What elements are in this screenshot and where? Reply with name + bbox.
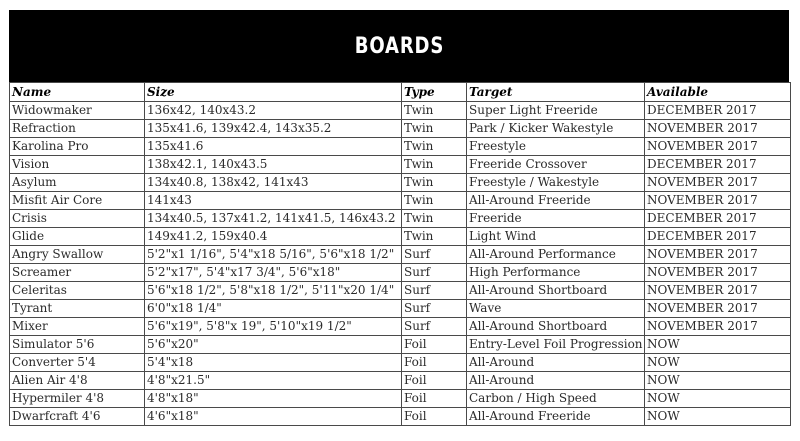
cell-target: Freeride Crossover — [467, 156, 645, 174]
column-header-target: Target — [467, 83, 645, 102]
cell-name: Hypermiler 4'8 — [10, 390, 145, 408]
cell-size: 4'8"x18" — [145, 390, 402, 408]
cell-available: NOVEMBER 2017 — [645, 300, 791, 318]
cell-size: 135x41.6, 139x42.4, 143x35.2 — [145, 120, 402, 138]
column-header-type: Type — [402, 83, 467, 102]
cell-name: Alien Air 4'8 — [10, 372, 145, 390]
cell-target: All-Around Freeride — [467, 408, 645, 426]
cell-name: Angry Swallow — [10, 246, 145, 264]
cell-type: Surf — [402, 246, 467, 264]
cell-available: DECEMBER 2017 — [645, 228, 791, 246]
cell-available: NOVEMBER 2017 — [645, 318, 791, 336]
cell-name: Karolina Pro — [10, 138, 145, 156]
cell-size: 5'6"x20" — [145, 336, 402, 354]
table-row — [10, 120, 791, 138]
cell-target: All-Around Shortboard — [467, 318, 645, 336]
table-row — [10, 336, 791, 354]
cell-type: Twin — [402, 174, 467, 192]
cell-type: Surf — [402, 282, 467, 300]
cell-name: Widowmaker — [10, 102, 145, 120]
cell-type: Twin — [402, 192, 467, 210]
cell-size: 5'6"x18 1/2", 5'8"x18 1/2", 5'11"x20 1/4" — [145, 282, 402, 300]
cell-available: NOW — [645, 354, 791, 372]
cell-available: NOVEMBER 2017 — [645, 264, 791, 282]
cell-target: Freeride — [467, 210, 645, 228]
cell-available: NOVEMBER 2017 — [645, 192, 791, 210]
table-row — [10, 408, 791, 426]
cell-available: NOVEMBER 2017 — [645, 120, 791, 138]
cell-name: Celeritas — [10, 282, 145, 300]
cell-target: Wave — [467, 300, 645, 318]
cell-available: DECEMBER 2017 — [645, 102, 791, 120]
cell-target: Light Wind — [467, 228, 645, 246]
cell-type: Twin — [402, 120, 467, 138]
cell-target: Park / Kicker Wakestyle — [467, 120, 645, 138]
cell-size: 5'2"x1 1/16", 5'4"x18 5/16", 5'6"x18 1/2" — [145, 246, 402, 264]
cell-size: 138x42.1, 140x43.5 — [145, 156, 402, 174]
cell-name: Asylum — [10, 174, 145, 192]
cell-type: Surf — [402, 318, 467, 336]
cell-target: High Performance — [467, 264, 645, 282]
cell-name: Tyrant — [10, 300, 145, 318]
cell-name: Misfit Air Core — [10, 192, 145, 210]
cell-size: 134x40.8, 138x42, 141x43 — [145, 174, 402, 192]
cell-name: Mixer — [10, 318, 145, 336]
cell-available: NOW — [645, 408, 791, 426]
table-row — [10, 282, 791, 300]
table-row — [10, 102, 791, 120]
column-header-name: Name — [10, 83, 145, 102]
cell-target: All-Around Performance — [467, 246, 645, 264]
table-row — [10, 390, 791, 408]
cell-target: All-Around Freeride — [467, 192, 645, 210]
table-row — [10, 246, 791, 264]
cell-name: Screamer — [10, 264, 145, 282]
table-row — [10, 228, 791, 246]
cell-type: Foil — [402, 354, 467, 372]
cell-target: Super Light Freeride — [467, 102, 645, 120]
table-row — [10, 318, 791, 336]
cell-size: 135x41.6 — [145, 138, 402, 156]
cell-type: Foil — [402, 390, 467, 408]
cell-available: NOW — [645, 372, 791, 390]
table-row — [10, 138, 791, 156]
cell-target: All-Around — [467, 354, 645, 372]
cell-size: 6'0"x18 1/4" — [145, 300, 402, 318]
boards-header-banner — [9, 10, 789, 82]
cell-name: Refraction — [10, 120, 145, 138]
cell-available: NOW — [645, 336, 791, 354]
cell-name: Converter 5'4 — [10, 354, 145, 372]
cell-type: Twin — [402, 102, 467, 120]
cell-name: Simulator 5'6 — [10, 336, 145, 354]
table-row — [10, 264, 791, 282]
table-row — [10, 354, 791, 372]
cell-target: Entry-Level Foil Progression — [467, 336, 645, 354]
cell-name: Glide — [10, 228, 145, 246]
cell-target: Carbon / High Speed — [467, 390, 645, 408]
cell-available: NOVEMBER 2017 — [645, 174, 791, 192]
table-body — [10, 102, 791, 426]
cell-type: Foil — [402, 408, 467, 426]
cell-target: All-Around Shortboard — [467, 282, 645, 300]
cell-target: Freestyle — [467, 138, 645, 156]
column-header-size: Size — [145, 83, 402, 102]
cell-type: Twin — [402, 228, 467, 246]
cell-type: Surf — [402, 264, 467, 282]
cell-available: NOVEMBER 2017 — [645, 246, 791, 264]
table-row — [10, 192, 791, 210]
page-title: BOARDS — [354, 33, 444, 59]
table-header-row — [10, 83, 791, 102]
cell-size: 4'8"x21.5" — [145, 372, 402, 390]
cell-size: 5'2"x17", 5'4"x17 3/4", 5'6"x18" — [145, 264, 402, 282]
cell-name: Crisis — [10, 210, 145, 228]
cell-target: Freestyle / Wakestyle — [467, 174, 645, 192]
table-row — [10, 372, 791, 390]
table-row — [10, 174, 791, 192]
cell-type: Surf — [402, 300, 467, 318]
cell-available: NOW — [645, 390, 791, 408]
cell-size: 5'4"x18 — [145, 354, 402, 372]
cell-target: All-Around — [467, 372, 645, 390]
cell-name: Dwarfcraft 4'6 — [10, 408, 145, 426]
cell-size: 5'6"x19", 5'8"x 19", 5'10"x19 1/2" — [145, 318, 402, 336]
cell-available: DECEMBER 2017 — [645, 210, 791, 228]
cell-available: NOVEMBER 2017 — [645, 282, 791, 300]
cell-name: Vision — [10, 156, 145, 174]
cell-size: 134x40.5, 137x41.2, 141x41.5, 146x43.2 — [145, 210, 402, 228]
cell-type: Twin — [402, 210, 467, 228]
cell-type: Twin — [402, 156, 467, 174]
table-row — [10, 300, 791, 318]
cell-available: DECEMBER 2017 — [645, 156, 791, 174]
column-header-available: Available — [645, 83, 791, 102]
cell-size: 136x42, 140x43.2 — [145, 102, 402, 120]
cell-size: 4'6"x18" — [145, 408, 402, 426]
cell-type: Foil — [402, 372, 467, 390]
table-row — [10, 210, 791, 228]
cell-size: 141x43 — [145, 192, 402, 210]
cell-type: Foil — [402, 336, 467, 354]
boards-table — [9, 82, 791, 426]
table-row — [10, 156, 791, 174]
cell-size: 149x41.2, 159x40.4 — [145, 228, 402, 246]
cell-type: Twin — [402, 138, 467, 156]
cell-available: NOVEMBER 2017 — [645, 138, 791, 156]
